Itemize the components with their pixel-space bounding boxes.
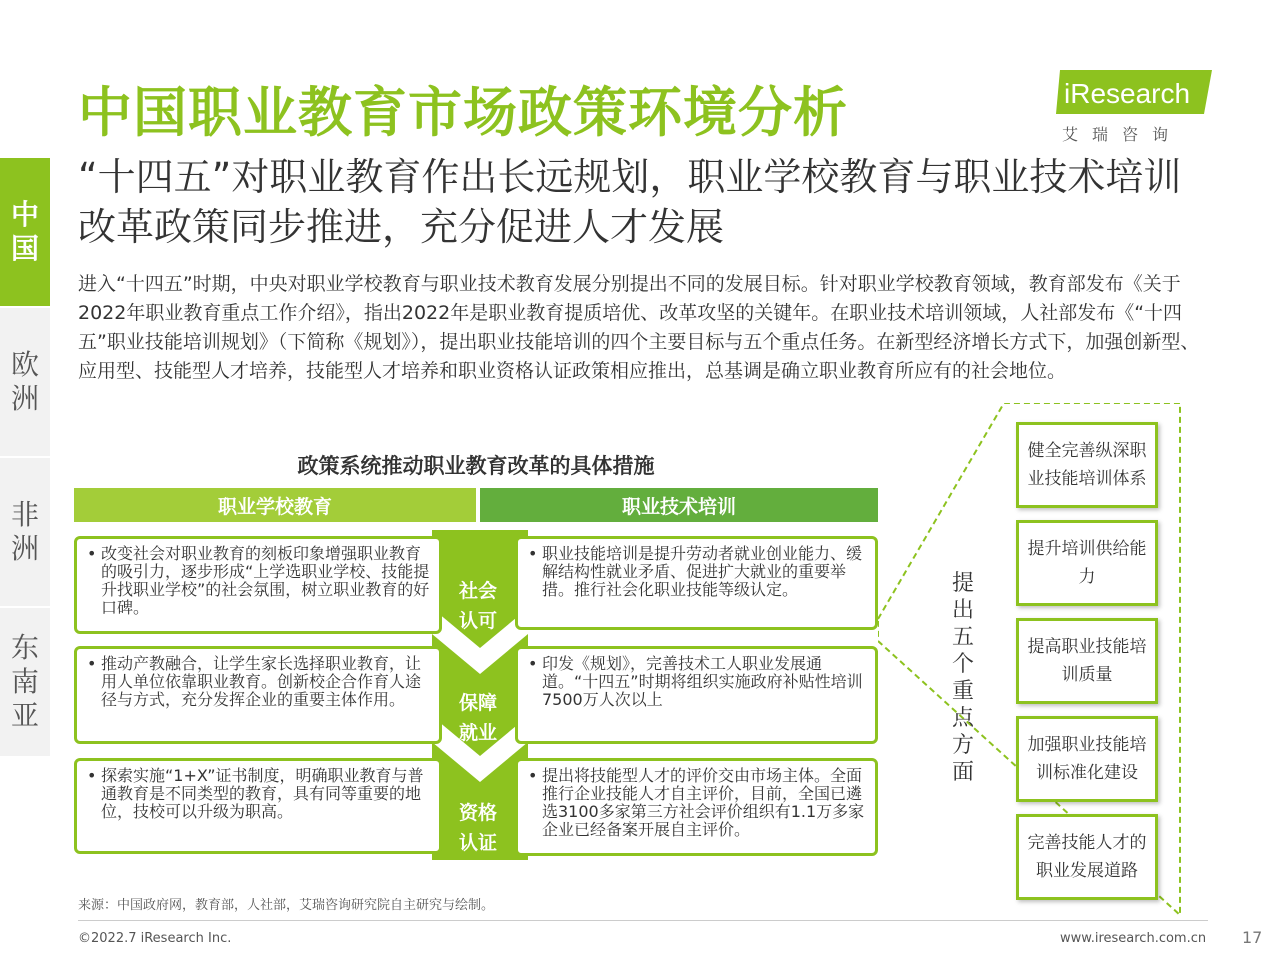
tab-label: 洲 xyxy=(10,532,39,565)
row-label-line: 认可 xyxy=(458,610,497,632)
tab-label: 南 xyxy=(10,665,39,698)
measure-text: • 探索实施“1+X”证书制度，明确职业教育与普通教育是不同类型的教育，具有同等重要的地位，技校可以升级为职高。 xyxy=(101,767,431,821)
header-vocational-training: 职业技术培训 xyxy=(480,488,878,522)
school-measure-recognition xyxy=(74,536,442,634)
row-label-line: 就业 xyxy=(458,722,497,744)
row-label-line: 社会 xyxy=(458,580,497,602)
training-measure-employment xyxy=(515,646,878,744)
key-point-card: 完善技能人才的职业发展道路 xyxy=(1016,814,1158,900)
region-tabs xyxy=(0,158,50,758)
copyright: ©2022.7 iResearch Inc. xyxy=(78,931,232,946)
logo-subtitle: 艾瑞咨询 xyxy=(1062,125,1183,144)
school-measure-employment xyxy=(74,646,442,744)
website-link[interactable]: www.iresearch.com.cn xyxy=(1060,931,1207,946)
five-points-title: 提出五个重点方面 xyxy=(951,571,974,785)
tab-label: 非 xyxy=(10,498,39,531)
page-title: 中国职业教育市场政策环境分析 xyxy=(78,81,848,144)
logo-brand: iResearch xyxy=(1064,78,1191,109)
measure-text: • 提出将技能型人才的评价交由市场主体。全面推行企业技能人才自主评价，目前，全国已遴选3100多家第三方社会评价组织有1.1万多家企业已经备案开展自主评价。 xyxy=(542,767,867,839)
tab-southeast-asia[interactable] xyxy=(0,608,50,756)
school-measure-certification xyxy=(74,758,442,854)
tab-label: 中 xyxy=(10,198,39,231)
header-vocational-school: 职业学校教育 xyxy=(74,488,476,522)
diagram-title: 政策系统推动职业教育改革的具体措施 xyxy=(297,454,655,478)
row-label-line: 保障 xyxy=(458,692,497,714)
tab-europe[interactable] xyxy=(0,308,50,456)
page-subtitle: “十四五”对职业教育作出长远规划，职业学校教育与职业技术培训改革政策同步推进，充分促进人才发展 xyxy=(78,155,1182,249)
training-measure-recognition xyxy=(515,536,878,630)
key-point-card: 健全完善纵深职业技能培训体系 xyxy=(1016,422,1158,508)
measure-text: • 印发《规划》，完善技术工人职业发展通道。“十四五”时期将组织实施政府补贴性培训7500万人次以上 xyxy=(542,655,867,709)
tab-label: 亚 xyxy=(10,699,39,732)
row-label-employment xyxy=(448,688,508,748)
key-point-card: 加强职业技能培训标准化建设 xyxy=(1016,716,1158,802)
tab-china[interactable] xyxy=(0,158,50,306)
row-label-line: 资格 xyxy=(458,802,497,824)
tab-africa[interactable] xyxy=(0,458,50,606)
training-measure-certification xyxy=(515,758,878,856)
intro-paragraph: 进入“十四五”时期，中央对职业学校教育与职业技术教育发展分别提出不同的发展目标。针对职业学校教育领域，教育部发布《关于2022年职业教育重点工作介绍》，指出2022年是职业教育提质培优、改革攻坚的关键年。在职业技术培训领域，人社部发布《“十四五”职业技能培训规划》（下简称《规划》），提出职业技能培训的四个主要目标与五个重点任务。在新型经济增长方式下，加强创新型、应用型、技能型人才培养，技能型人才培养和职业资格认证政策相应推出，总基调是确立职业教育所应有的社会地位。 xyxy=(78,273,1200,382)
row-label-line: 认证 xyxy=(458,832,497,854)
tab-label: 国 xyxy=(10,232,39,265)
tab-label: 东 xyxy=(10,631,39,664)
source-note: 来源：中国政府网，教育部，人社部，艾瑞咨询研究院自主研究与绘制。 xyxy=(78,898,495,913)
measure-text: • 改变社会对职业教育的刻板印象增强职业教育的吸引力，逐步形成“上学选职业学校、技能提升找职业学校”的社会氛围，树立职业教育的好口碑。 xyxy=(101,545,431,617)
row-label-certification xyxy=(448,798,508,858)
row-label-recognition xyxy=(448,576,508,636)
iresearch-logo xyxy=(1056,66,1216,146)
tab-label: 欧 xyxy=(10,348,39,381)
tab-label: 洲 xyxy=(10,382,39,415)
measure-text: • 推动产教融合，让学生家长选择职业教育，让用人单位依靠职业教育。创新校企合作育人途径与方式，充分发挥企业的重要主体作用。 xyxy=(101,655,431,709)
key-point-card: 提高职业技能培训质量 xyxy=(1016,618,1158,704)
measure-text: • 职业技能培训是提升劳动者就业创业能力、缓解结构性就业矛盾、促进扩大就业的重要举措。推行社会化职业技能等级认定。 xyxy=(542,545,867,599)
page-number: 17 xyxy=(1242,928,1263,947)
key-point-card: 提升培训供给能力 xyxy=(1016,520,1158,606)
footer-divider xyxy=(78,920,1208,921)
